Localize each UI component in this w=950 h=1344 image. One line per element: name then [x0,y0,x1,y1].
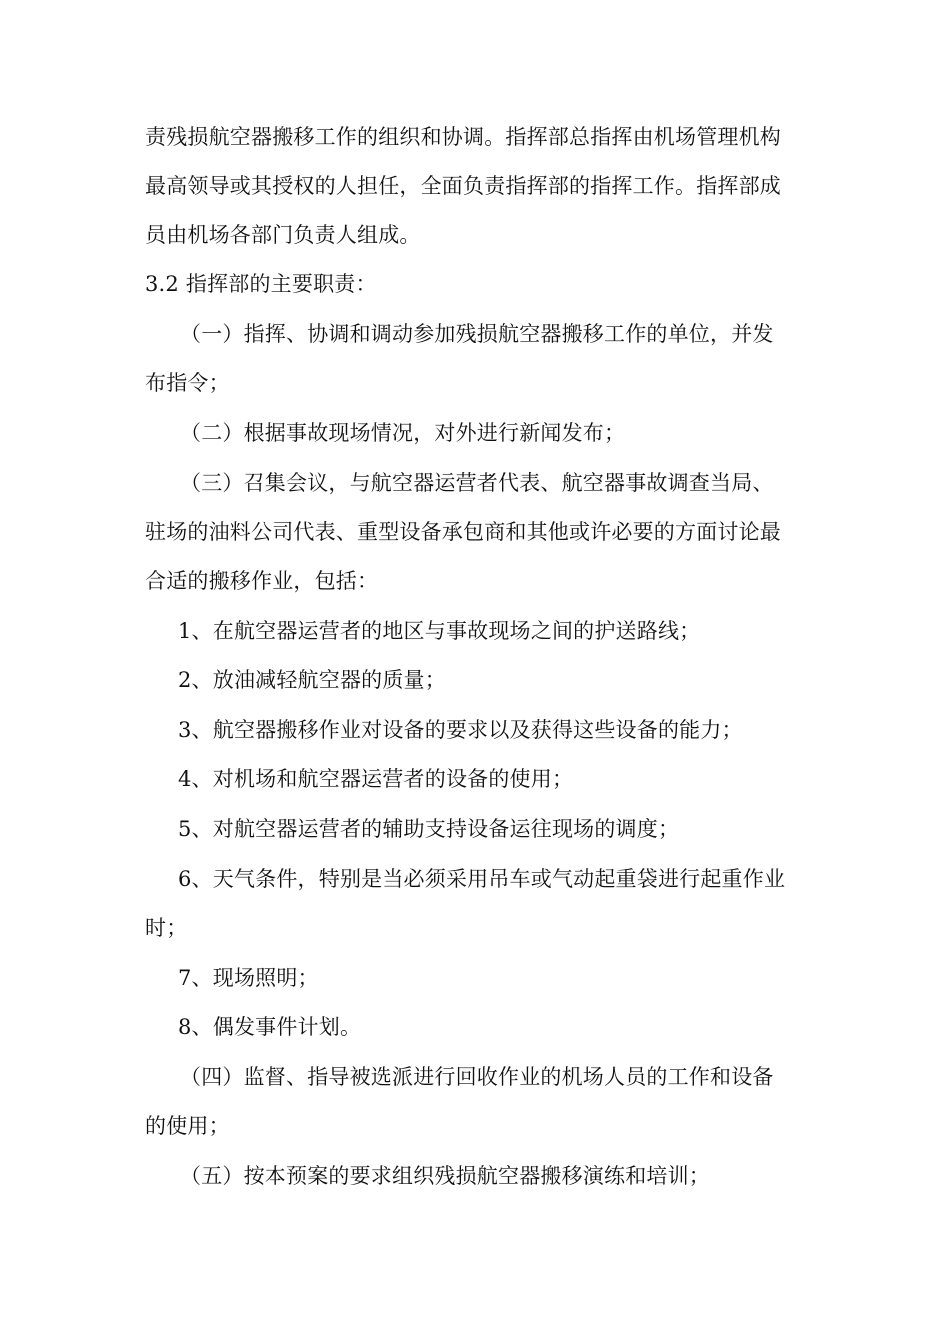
text-line: （四）监督、指导被选派进行回收作业的机场人员的工作和设备 [180,1065,774,1089]
text-line: 驻场的油料公司代表、重型设备承包商和其他或许必要的方面讨论最 [145,520,781,544]
text-line: （一）指挥、协调和调动参加残损航空器搬移工作的单位，并发 [180,322,774,346]
list-item: 7、现场照明； [178,966,319,990]
list-item: 6、天气条件，特别是当必须采用吊车或气动起重袋进行起重作业 [178,867,786,891]
text-line: （三）召集会议，与航空器运营者代表、航空器事故调查当局、 [180,471,774,495]
text-line: （五）按本预案的要求组织残损航空器搬移演练和培训； [180,1164,710,1188]
list-item: 1、在航空器运营者的地区与事故现场之间的护送路线； [178,619,701,643]
list-item: 8、偶发事件计划。 [178,1015,362,1039]
text-line: 合适的搬移作业，包括： [145,569,379,593]
section-heading: 3.2 指挥部的主要职责： [145,272,377,296]
text-line: 员由机场各部门负责人组成。 [145,223,421,247]
text-line: 时； [145,916,188,940]
text-line: 责残损航空器搬移工作的组织和协调。指挥部总指挥由机场管理机构 [145,125,781,149]
text-line: 布指令； [145,371,230,395]
list-item: 3、航空器搬移作业对设备的要求以及获得这些设备的能力； [178,718,743,742]
list-item: 2、放油减轻航空器的质量； [178,668,446,692]
text-line: 的使用； [145,1114,230,1138]
list-item: 5、对航空器运营者的辅助支持设备运往现场的调度； [178,817,680,841]
list-item: 4、对机场和航空器运营者的设备的使用； [178,767,574,791]
text-line: （二）根据事故现场情况，对外进行新闻发布； [180,421,626,445]
text-line: 最高领导或其授权的人担任，全面负责指挥部的指挥工作。指挥部成 [145,174,781,198]
